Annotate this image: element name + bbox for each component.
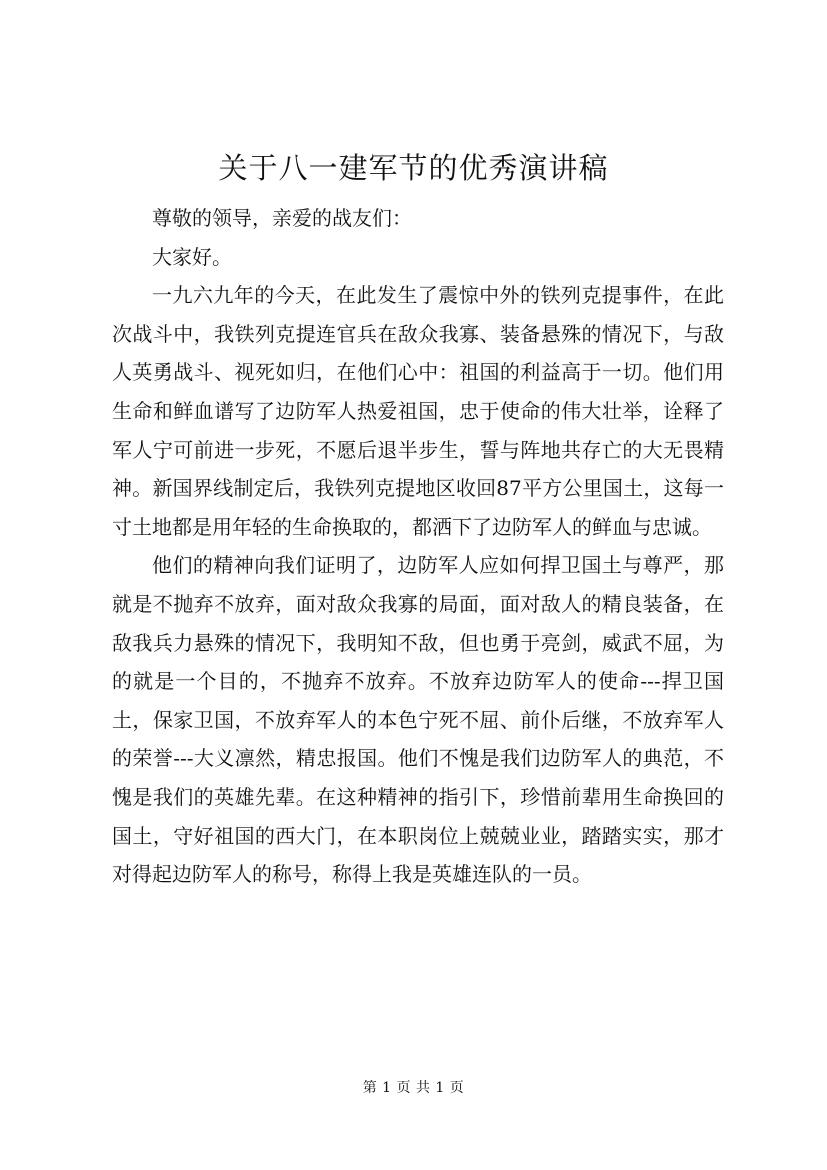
- body-paragraph: 他们的精神向我们证明了，边防军人应如何捍卫国土与尊严，那就是不抛弃不放弃，面对敌众我寡的局面，面对敌人的精良装备，在敌我兵力悬殊的情况下，我明知不敌，但也勇于亮剑，威武不屈，为的就是一个目的，不抛弃不放弃。不放弃边防军人的使命---捍卫国土，保家卫国，不放弃军人的本色宁死不屈、前仆后继，不放弃军人的荣誉---大义凛然，精忠报国。他们不愧是我们边防军人的典范，不愧是我们的英雄先辈。在这种精神的指引下，珍惜前辈用生命换回的国土，守好祖国的西大门，在本职岗位上兢兢业业，踏踏实实，那才对得起边防军人的称号，称得上我是英雄连队的一员。: [112, 553, 724, 887]
- page-number-footer: 第 1 页 共 1 页: [362, 1080, 465, 1096]
- salutation-paragraph: 尊敬的领导，亲爱的战友们：: [152, 206, 412, 230]
- greeting-paragraph: 大家好。: [152, 244, 232, 269]
- body-paragraph: 一九六九年的今天，在此发生了震惊中外的铁列克提事件，在此次战斗中，我铁列克提连官兵在敌众我寡、装备悬殊的情况下，与敌人英勇战斗、视死如归，在他们心中：祖国的利益高于一切。他们用生命和鲜血谱写了边防军人热爱祖国，忠于使命的伟大壮举，诠释了军人宁可前进一步死，不愿后退半步生，誓与阵地共存亡的大无畏精神。新国界线制定后，我铁列克提地区收回87平方公里国土，这每一寸土地都是用年轻的生命换取的，都洒下了边防军人的鲜血与忠诚。: [112, 283, 724, 539]
- document-body: [112, 199, 724, 894]
- document-title: 关于八一建军节的优秀演讲稿: [218, 151, 609, 185]
